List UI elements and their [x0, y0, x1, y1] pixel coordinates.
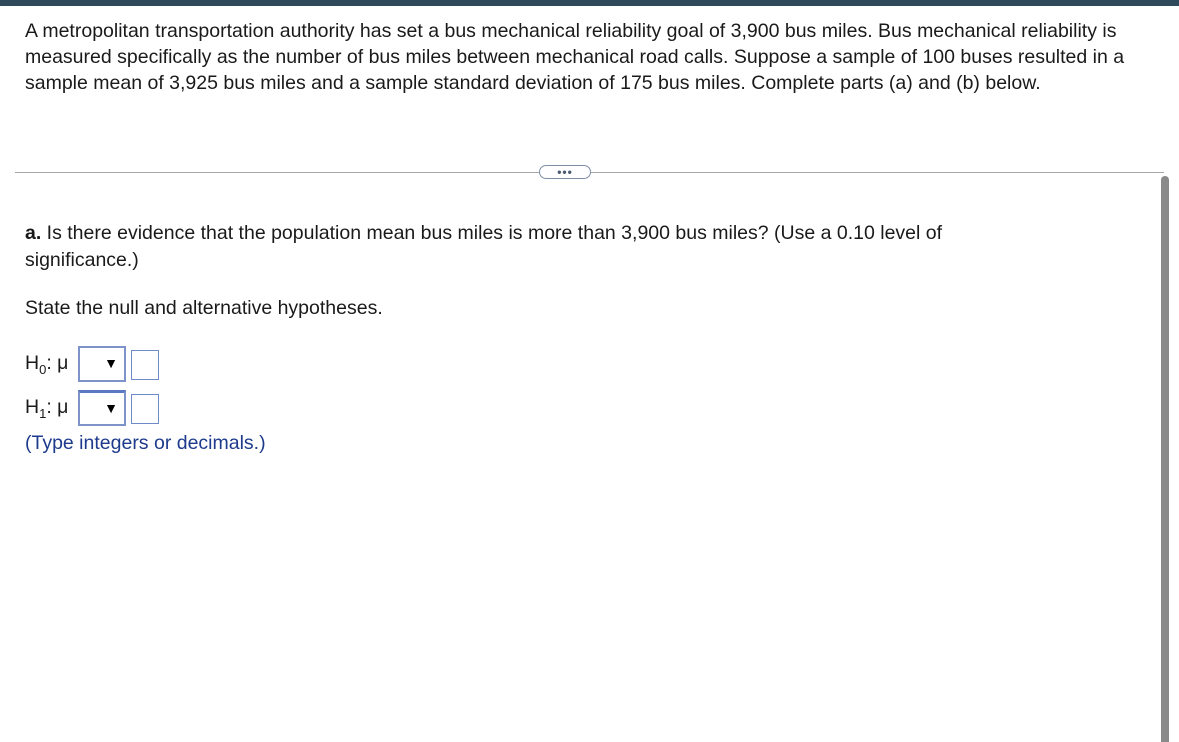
dropdown-arrow-icon: ▼ [104, 400, 118, 416]
expand-more-button[interactable]: ••• [539, 165, 591, 179]
dropdown-arrow-icon: ▼ [104, 355, 118, 371]
null-hypothesis-value-input[interactable] [131, 350, 159, 380]
null-hypothesis-label [25, 352, 77, 377]
alternative-hypothesis-value-input[interactable] [131, 394, 159, 424]
h1-subscript: 1 [39, 405, 47, 421]
scrollbar[interactable] [1161, 176, 1169, 742]
instruction-text: State the null and alternative hypotheses. [25, 297, 383, 319]
h0-subscript: 0 [39, 361, 47, 377]
h0-mu: : μ [46, 351, 69, 374]
part-a-text: Is there evidence that the population mean bus miles is more than 3,900 bus miles? (Use a 0.10 level of significance.) [25, 222, 943, 271]
input-hint: (Type integers or decimals.) [25, 432, 266, 454]
alternative-hypothesis-row [25, 393, 77, 423]
part-a-label: a. [25, 222, 42, 244]
top-bar [0, 0, 1179, 6]
h1-mu: : μ [46, 395, 69, 418]
problem-statement: A metropolitan transportation authority has set a bus mechanical reliability goal of 3,900 bus miles. Bus mechanical reliability is measured specifically as the number of bus miles between mechanical road calls. Suppose a sample of 100 buses resulted in a sample mean of 3,925 bus miles and a sample standard deviation of 175 bus miles. Complete parts (a) and (b) below. [25, 20, 1125, 94]
alternative-hypothesis-label [25, 396, 77, 421]
h0-letter: H [25, 351, 40, 374]
alternative-hypothesis-operator-select[interactable] [78, 390, 126, 426]
h1-letter: H [25, 395, 40, 418]
null-hypothesis-row [25, 349, 77, 379]
part-a-question [25, 220, 1035, 274]
null-hypothesis-operator-select[interactable] [78, 346, 126, 382]
